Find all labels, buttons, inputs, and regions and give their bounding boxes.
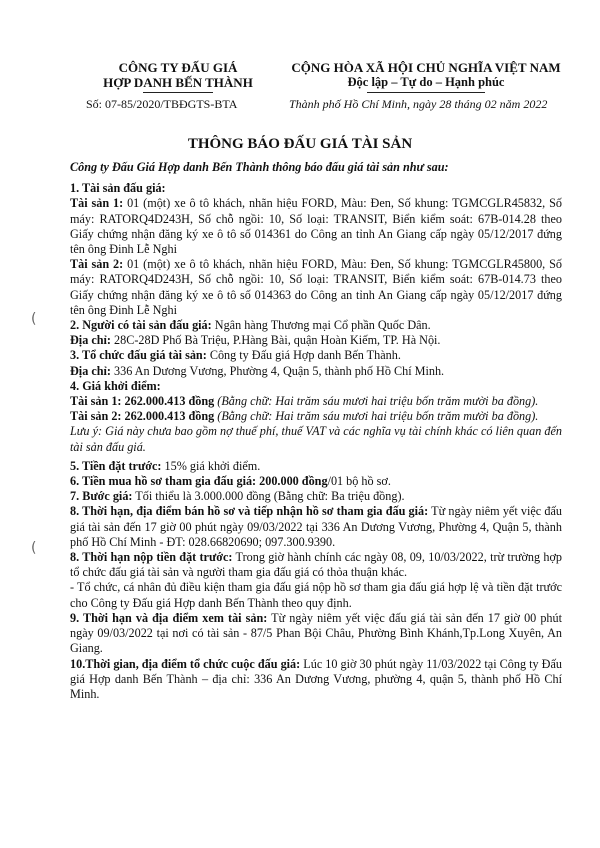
section-6: [70, 474, 562, 489]
national-motto: Độc lập – Tự do – Hạnh phúc: [347, 75, 505, 89]
section-5-heading: 5. Tiền đặt trước:: [70, 458, 162, 473]
section-8a-heading: 8. Thời hạn, địa điểm bán hồ sơ và tiếp nhận hồ sơ tham gia đấu giá:: [70, 504, 429, 519]
section-7-heading: 7. Bước giá:: [70, 489, 133, 504]
section-3-value: Công ty Đấu giá Hợp danh Bến Thành.: [206, 348, 401, 363]
asset-1-paragraph: [70, 196, 562, 257]
org-name-line1: CÔNG TY ĐẤU GIÁ: [118, 60, 238, 75]
section-3-address: [70, 364, 562, 379]
section-9-value: Từ ngày niêm yết việc đấu giá tài sản đến 17 giờ 00 phút ngày 09/03/2022 tại nơi có tài sản - 87/5 Phan Bội Châu, Phường Bình Khánh,Tp.Long Xuyên, An Giang.: [70, 610, 563, 656]
section-6-heading: 6. Tiền mua hồ sơ tham gia đấu giá: 200.000 đồng: [70, 474, 328, 489]
address-label: Địa chỉ:: [70, 333, 111, 348]
section-10-value: Lúc 10 giờ 30 phút ngày 11/03/2022 tại Công ty Đấu giá Hợp danh Bến Thành – địa chỉ: 336 An Dương Vương, phường 4, quận 5, thành phố Hồ Chí Minh.: [70, 656, 562, 701]
section-8b-extra: - Tổ chức, cá nhân đủ điều kiện tham gia đấu giá nộp hồ sơ tham gia đấu giá hợp lệ và tiền đặt trước cho Công ty Đấu giá Hợp danh Bến Thành theo quy định.: [70, 580, 562, 610]
section-8a: [70, 504, 562, 550]
price-2-words: (Bằng chữ: Hai trăm sáu mươi hai triệu bốn trăm mười ba đồng).: [214, 409, 539, 424]
document-body: [70, 160, 562, 702]
section-9: [70, 611, 562, 657]
section-5: [70, 459, 562, 474]
document-title: THÔNG BÁO ĐẤU GIÁ TÀI SẢN: [187, 136, 413, 152]
price-asset-2: [70, 409, 562, 424]
section-5-value: 15% giá khởi điểm.: [161, 458, 261, 473]
price-note: Lưu ý: Giá này chưa bao gồm nợ thuế phí, thuế VAT và các nghĩa vụ tài chính khác có liên quan đến tài sản đấu giá.: [70, 424, 562, 454]
punch-hole-mark: (: [31, 311, 37, 327]
section-8b: [70, 550, 562, 580]
section-2: [70, 318, 562, 333]
section-10-heading: 10.Thời gian, địa điểm tổ chức cuộc đấu giá:: [70, 656, 301, 671]
section-8a-value: Từ ngày niêm yết việc đấu giá tài sản đến 17 giờ 00 phút ngày 09/03/2022 tại 336 An Dương Vương, Phường 4, Quận 5, thành phố Hồ Chí Minh - ĐT: 028.66820690; 097.300.9390.: [70, 504, 562, 549]
motto-underline: [367, 92, 485, 93]
punch-hole-mark: (: [31, 540, 37, 556]
asset-2-label: Tài sản 2:: [70, 257, 124, 272]
price-2-label: Tài sản 2: 262.000.413 đồng: [70, 409, 215, 424]
intro-line: Công ty Đấu Giá Hợp danh Bến Thành thông báo đấu giá tài sản như sau:: [70, 160, 449, 174]
asset-2-text: 01 (một) xe ô tô khách, nhãn hiệu FORD, Màu: Đen, Số khung: TGMCGLR45800, Số máy: RATORQ4D243H, Số chỗ ngồi: 10, Số loại: TRANSIT, Biển kiểm soát: 67B-014.73 theo Giấy chứng nhận đăng ký xe ô tô số 014363 do Công an tỉnh An Giang cấp ngày 05/12/2017 đứng tên ông Đinh Lễ Nghi: [70, 257, 562, 317]
asset-2-paragraph: [70, 257, 562, 318]
address-label: Địa chỉ:: [70, 363, 111, 378]
place-date: Thành phố Hồ Chí Minh, ngày 28 tháng 02 năm 2022: [289, 97, 548, 111]
price-1-words: (Bằng chữ: Hai trăm sáu mươi hai triệu bốn trăm mười ba đồng).: [214, 394, 539, 409]
document-number: Số: 07-85/2020/TBĐGTS-BTA: [86, 97, 238, 111]
section-7-value: Tối thiểu là 3.000.000 đồng (Bằng chữ: Ba triệu đồng).: [132, 489, 405, 504]
section-2-value: Ngân hàng Thương mại Cổ phần Quốc Dân.: [211, 318, 431, 333]
price-1-label: Tài sản 1: 262.000.413 đồng: [70, 394, 215, 409]
asset-1-text: 01 (một) xe ô tô khách, nhãn hiệu FORD, Màu: Đen, Số khung: TGMCGLR45832, Số máy: RATORQ4D243H, Số chỗ ngồi: 10, Số loại: TRANSIT, Biển kiểm soát: 67B-014.28 theo Giấy chứng nhận đăng ký xe ô tô số 014361 do Công an tỉnh An Giang cấp ngày 05/12/2017 đứng tên ông Đinh Lễ Nghi: [70, 196, 562, 257]
section-8b-heading: 8. Thời hạn nộp tiền đặt trước:: [70, 550, 233, 565]
section-8b-value: Trong giờ hành chính các ngày 08, 09, 10/03/2022, trừ trường hợp tổ chức đấu giá tài sản và người tham gia đấu giá có thỏa thuận khác.: [70, 550, 562, 580]
asset-1-label: Tài sản 1:: [70, 196, 124, 211]
price-asset-1: [70, 394, 562, 409]
section-2-address: [70, 333, 562, 348]
address-value: 28C-28D Phố Bà Triệu, P.Hàng Bài, quận Hoàn Kiếm, TP. Hà Nội.: [110, 333, 441, 348]
section-2-heading: 2. Người có tài sản đấu giá:: [70, 318, 212, 333]
nation-title: CỘNG HÒA XÃ HỘI CHỦ NGHĨA VIỆT NAM: [291, 60, 561, 75]
section-4-heading: 4. Giá khởi điểm:: [70, 378, 161, 393]
section-9-heading: 9. Thời hạn và địa điểm xem tài sản:: [70, 610, 268, 625]
org-underline: [143, 92, 213, 93]
org-name-line2: HỢP DANH BẾN THÀNH: [103, 75, 253, 90]
section-3: [70, 348, 562, 363]
section-6-value: /01 bộ hồ sơ.: [327, 474, 391, 489]
section-10: [70, 657, 562, 703]
section-3-heading: 3. Tổ chức đấu giá tài sản:: [70, 348, 207, 363]
address-value: 336 An Dương Vương, Phường 4, Quận 5, thành phố Hồ Chí Minh.: [110, 363, 445, 378]
section-1-heading: 1. Tài sản đấu giá:: [70, 181, 166, 196]
section-7: [70, 489, 562, 504]
